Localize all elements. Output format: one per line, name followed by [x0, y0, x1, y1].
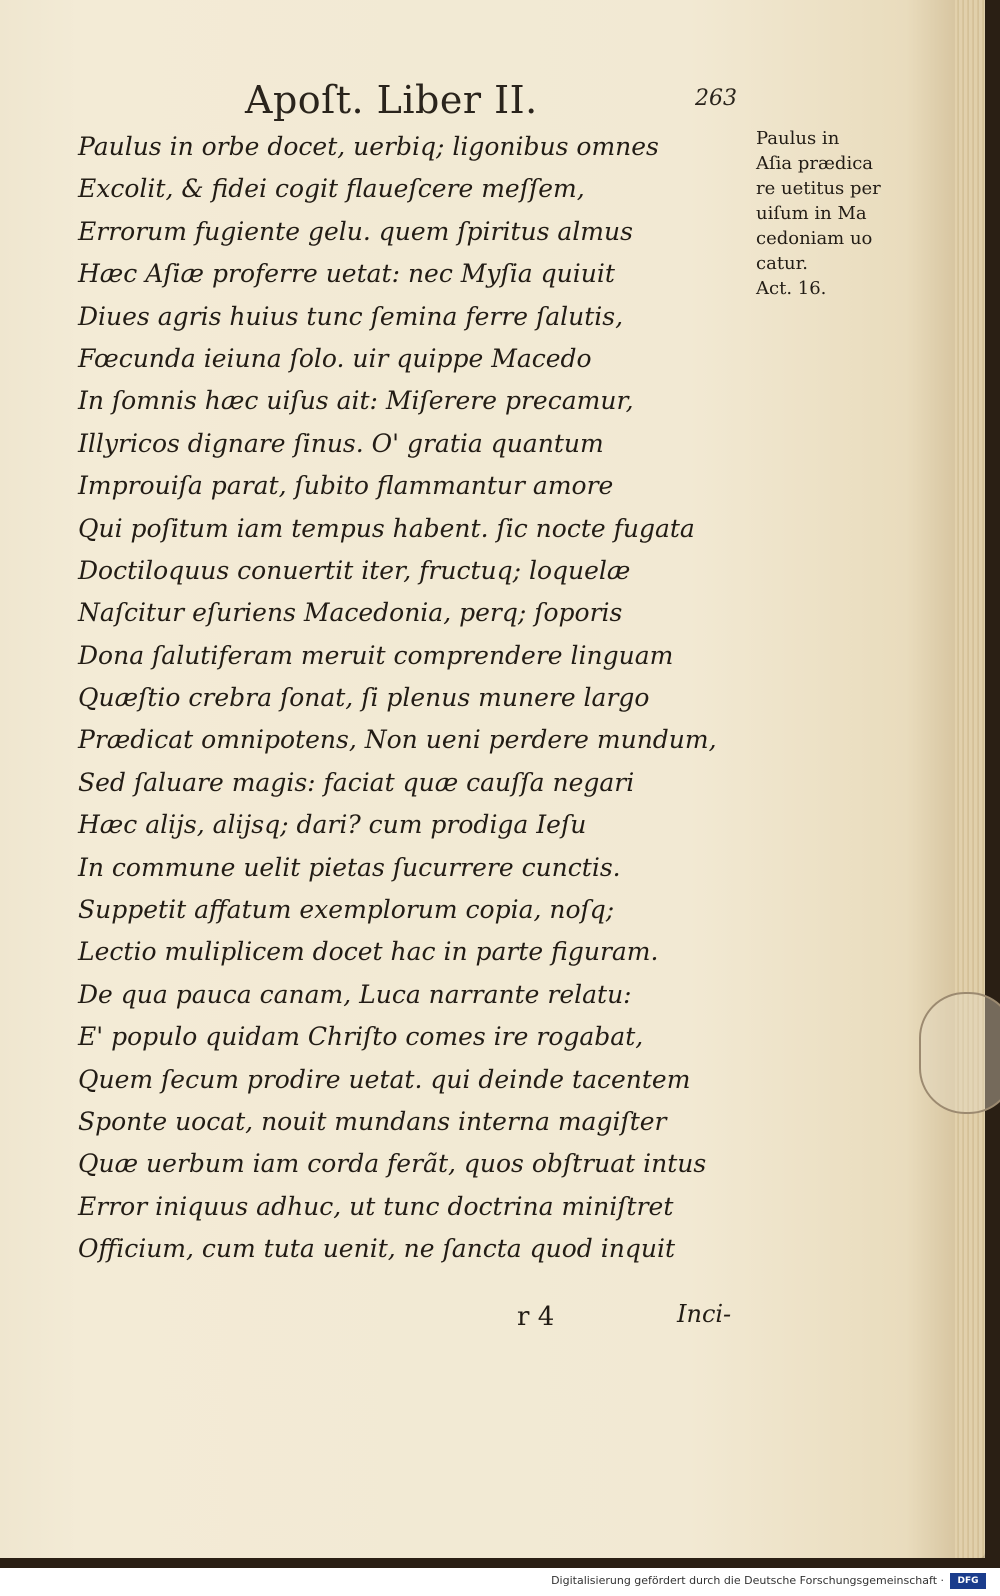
marginal-note-line: uiſum in Ma — [756, 203, 867, 224]
verse-line: Error iniquus adhuc, ut tunc doctrina miniſtret — [78, 1191, 674, 1221]
verse-line: Errorum fugiente gelu. quem ſpiritus almus — [78, 216, 633, 246]
verse-text-block — [78, 126, 768, 1271]
verse-line: Qui poſitum iam tempus habent. ſic nocte fugata — [78, 513, 695, 543]
verse-line: Prædicat omnipotens, Non ueni perdere mundum, — [78, 725, 717, 755]
verse-line: Illyricos dignare ſinus. O' gratia quantum — [78, 428, 604, 458]
marginal-note-line: catur. — [756, 253, 808, 274]
signature-mark: r 4 — [517, 1302, 555, 1332]
verse-line: In commune uelit pietas ſucurrere cunctis. — [78, 852, 621, 882]
verse-line: In ſomnis hæc uiſus ait: Miſerere precamur, — [78, 386, 634, 416]
verse-line: Quem ſecum prodire uetat. qui deinde tacentem — [78, 1064, 691, 1094]
marginal-note-line: re uetitus per — [756, 178, 881, 199]
verse-line: Quæ uerbum iam corda ferãt, quos obſtruat intus — [78, 1149, 707, 1179]
marginal-note — [756, 126, 916, 301]
thumb-tab-outline — [919, 992, 1000, 1114]
verse-line: Excolit, & fidei cogit flaueſcere meſſem, — [78, 174, 585, 204]
verse-line: Suppetit affatum exemplorum copia, noſq; — [78, 895, 615, 925]
verse-line: Lectio muliplicem docet hac in parte figuram. — [78, 937, 659, 967]
page-edge — [955, 0, 985, 1558]
dfg-logo: DFG — [950, 1573, 986, 1589]
verse-line: Sed ſaluare magis: faciat quæ cauſſa negari — [78, 767, 635, 797]
attribution-bar — [0, 1568, 1000, 1596]
verse-line: Diues agris huius tunc ſemina ferre ſalutis, — [78, 301, 624, 331]
verse-line: Hæc alijs, alijsq; dari? cum prodiga Ieſu — [78, 810, 587, 840]
verse-line: Hæc Aſiæ proferre uetat: nec Myſia quiuit — [78, 259, 615, 289]
verse-line: Naſcitur eſuriens Macedonia, perq; ſoporis — [78, 598, 623, 628]
marginal-note-line: Aſia prædica — [756, 153, 874, 174]
marginal-note-line: cedoniam uo — [756, 228, 873, 249]
marginal-note-line: Act. 16. — [756, 278, 827, 299]
folio-number: 263 — [695, 86, 737, 111]
marginal-note-line: Paulus in — [756, 128, 840, 149]
verse-line: E' populo quidam Chriſto comes ire rogabat, — [78, 1022, 644, 1052]
verse-line: Dona ſalutiferam meruit comprendere linguam — [78, 640, 674, 670]
verse-line: Paulus in orbe docet, uerbiq; ligonibus omnes — [78, 132, 659, 161]
attribution-text: Digitalisierung gefördert durch die Deutsche Forschungsgemeinschaft · — [551, 1574, 944, 1587]
verse-line: Fœcunda ieiuna ſolo. uir quippe Macedo — [78, 343, 592, 373]
verse-line: Doctiloquus conuertit iter, fructuq; loquelæ — [78, 555, 631, 585]
verse-line: Sponte uocat, nouit mundans interna magiſter — [78, 1106, 667, 1136]
verse-line: Quæſtio crebra ſonat, ſi plenus munere largo — [78, 683, 650, 713]
catchword: Inci- — [677, 1300, 732, 1328]
verse-line: De qua pauca canam, Luca narrante relatu: — [78, 979, 632, 1009]
verse-line: Improuiſa parat, ſubito flammantur amore — [78, 471, 614, 501]
verse-line: Officium, cum tuta uenit, ne ſancta quod inquit — [78, 1234, 675, 1264]
running-head: Apoſt. Liber II. — [245, 78, 538, 122]
